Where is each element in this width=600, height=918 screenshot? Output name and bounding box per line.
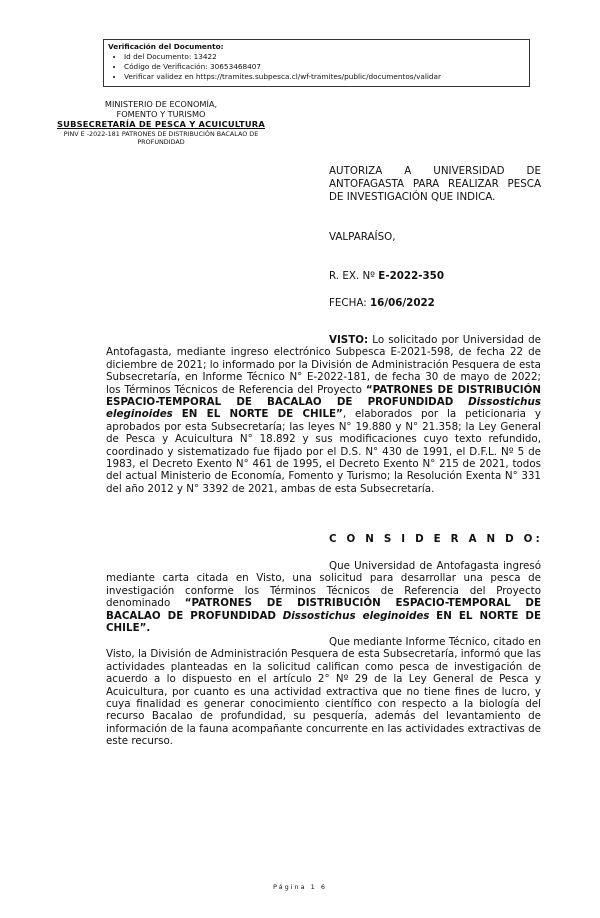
p1-project-1: “PATRONES DE DISTRIBUCIÓN ESPACIO-TEMPORAL DE BACALAO DE PROFUNDIDAD — [106, 597, 541, 622]
resolution-title: AUTORIZA A UNIVERSIDAD DE ANTOFAGASTA PARA REALIZAR PESCA DE INVESTIGACIÓN QUE INDICA. — [329, 165, 541, 203]
verification-url[interactable]: • Verificar validez en https://tramites.subpesca.cl/wf-tramites/public/documentos/validar — [124, 72, 529, 82]
rex-label: R. EX. Nº — [329, 270, 375, 282]
city: VALPARAÍSO, — [329, 231, 396, 243]
visto-project-2: EN EL NORTE DE CHILE” — [181, 408, 343, 421]
verification-code: • Código de Verificación: 30653468407 — [124, 62, 529, 72]
p1-species: Dissostichus eleginoides — [282, 609, 430, 622]
visto-species: Dissostichus eleginoides — [106, 396, 541, 421]
project-reference-line-1: PINV E -2022-181 PATRONES DE DISTRIBUCIÓN BACALAO DE — [63, 130, 259, 138]
verification-title: Verificación del Documento: — [108, 42, 224, 51]
verification-id: • Id del Documento: 13422 — [124, 52, 529, 62]
project-reference-line-2: PROFUNDIDAD — [137, 138, 185, 146]
ministry-line-2: FOMENTO Y TURISMO — [116, 109, 206, 119]
subsecretaria-name: SUBSECRETARÍA DE PESCA Y ACUICULTURA — [57, 119, 265, 129]
visto-project-1: “PATRONES DE DISTRIBUCIÓN ESPACIO-TEMPORAL DE BACALAO DE PROFUNDIDAD — [106, 383, 541, 409]
page-number: Página 1 6 — [272, 883, 328, 891]
resolution-number — [329, 270, 541, 283]
considerando-paragraph-2: Que mediante Informe Técnico, citado en Visto, la División de Administración Pesquera de esta Subsecretaría, informó que las actividades planteadas en la solicitud califican como pesca de investigación de acuerdo a lo dispuesto en el artículo 2° Nº 29 de la Ley General de Pesca y Acuicultura, por cuanto es una actividad extractiva que no tiene fines de lucro, y cuya finalidad es generar conocimiento científico con respecto a la biología del recurso Bacalao de profundidad, su pesquería, además del levantamiento de información de la fauna acompañante concurrente en las actividades extractivas de este recurso. — [106, 636, 541, 748]
considerando-heading: C O N S I D E R A N D O: — [329, 533, 543, 545]
visto-paragraph — [106, 334, 541, 495]
visto-text-2: , elaborados por la peticionaria y aprobados por esta Subsecretaría; las leyes N° 19.880 y N° 21.358; la Ley General de Pesca y Acuicultura N° 18.892 y sus modificaciones cuyo texto refundido, coordinado y sistematizado fue fijado por el D.S. N° 430 de 1991, el D.F.L. Nº 5 de 1983, el Decreto Exento N° 461 de 1995, el Decreto Exento N° 215 de 2021, todos del actual Ministerio de Economía, Fomento y Turismo; la Resolución Exenta N° 331 del año 2012 y N° 3392 de 2021, ambas de esta Subsecretaría. — [106, 408, 541, 495]
visto-label: VISTO: — [329, 334, 369, 346]
rex-number: E-2022-350 — [378, 270, 445, 282]
ministry-line-1: MINISTERIO DE ECONOMÍA, — [104, 99, 218, 109]
considerando-paragraph-1 — [106, 560, 541, 634]
p1-text: Que Universidad de Antofagasta ingresó mediante carta citada en Visto, una solicitud para desarrollar una pesca de investigación conforme los Términos Técnicos de Referencia del Proyecto denominado — [106, 560, 541, 610]
p1-project-2: EN EL NORTE DE CHILE”. — [106, 609, 541, 635]
visto-text-1: Lo solicitado por Universidad de Antofagasta, mediante ingreso electrónico Subpesca E-2021-598, de fecha 22 de diciembre de 2021; lo informado por la División de Administración Pesquera de esta Subsecretaría, en Informe Técnico N° E-2022-181, de fecha 30 de mayo de 2022; los Términos Técnicos de Referencia del Proyecto — [106, 334, 541, 396]
fecha-value: 16/06/2022 — [369, 297, 435, 309]
fecha-label: FECHA: — [329, 297, 367, 309]
verification-list — [108, 52, 529, 82]
resolution-date — [329, 297, 541, 310]
verification-box — [103, 39, 530, 87]
institution-header — [20, 99, 302, 146]
